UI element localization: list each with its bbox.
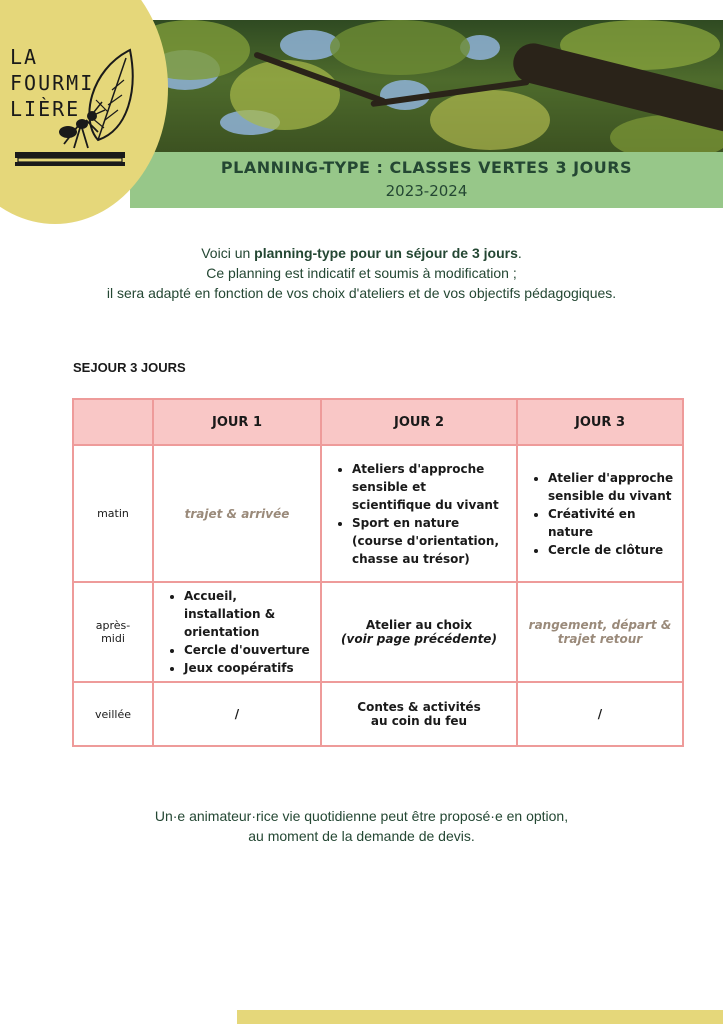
table-row-veillee — [73, 682, 683, 746]
table-row-matin — [73, 445, 683, 582]
row-label-line: après- — [95, 619, 131, 632]
banner-photo — [130, 20, 723, 152]
cell-text: rangement, départ & — [528, 618, 672, 632]
cell-veillee-jour-2 — [321, 682, 517, 746]
section-heading: SEJOUR 3 JOURS — [73, 360, 186, 375]
intro-text-prefix: Voici un — [201, 245, 255, 261]
cell-apres-midi-jour-3 — [517, 582, 683, 682]
cell-text: trajet retour — [557, 632, 643, 646]
row-label-apres-midi — [73, 582, 153, 682]
header-jour-1: JOUR 1 — [153, 399, 321, 445]
row-label-veillee: veillée — [73, 682, 153, 746]
page-subtitle: 2023-2024 — [385, 182, 468, 200]
intro-line: Ce planning est indicatif et soumis à modification ; — [206, 265, 517, 281]
table-row-apres-midi — [73, 582, 683, 682]
row-label-matin: matin — [73, 445, 153, 582]
ant-leaf-book-icon — [10, 40, 140, 180]
row-label-line: midi — [101, 632, 125, 645]
cell-veillee-jour-1: / — [153, 682, 321, 746]
cell-apres-midi-jour-2 — [321, 582, 517, 682]
title-bar — [130, 152, 723, 208]
planning-table — [72, 398, 684, 747]
list-item: • Créativité en nature — [548, 505, 674, 541]
cell-matin-jour-3 — [517, 445, 683, 582]
list-item: • Atelier d'approche sensible du vivant — [548, 469, 674, 505]
cell-text: (voir page précédente) — [341, 632, 497, 646]
list-item: • Cercle d'ouverture — [184, 641, 312, 659]
header-jour-2: JOUR 2 — [321, 399, 517, 445]
list-item: • Sport en nature (course d'orientation, chasse au trésor) — [352, 514, 508, 568]
table-header-row — [73, 399, 683, 445]
cell-matin-jour-2 — [321, 445, 517, 582]
list-item: • Ateliers d'approche sensible et scientifique du vivant — [352, 460, 508, 514]
intro-text — [0, 243, 723, 303]
cell-text: trajet & arrivée — [184, 506, 290, 521]
table-corner-cell — [73, 399, 153, 445]
list-item: • Jeux coopératifs — [184, 659, 312, 677]
cell-text: au coin du feu — [370, 714, 468, 728]
intro-highlight: planning-type pour un séjour de 3 jours — [254, 245, 518, 261]
list-item: • Accueil, installation & orientation — [184, 587, 312, 641]
logo-line: FOURMI — [10, 71, 95, 95]
cell-veillee-jour-3: / — [517, 682, 683, 746]
logo-line: LIÈRE — [10, 97, 81, 121]
footer-note — [0, 806, 723, 846]
logo-line: LA — [10, 45, 39, 69]
footer-line: Un·e animateur·rice vie quotidienne peut être proposé·e en option, — [154, 808, 569, 824]
header-jour-3: JOUR 3 — [517, 399, 683, 445]
footer-line: au moment de la demande de devis. — [248, 828, 475, 844]
intro-text-suffix: . — [517, 245, 522, 261]
cell-apres-midi-jour-1 — [153, 582, 321, 682]
page-title: PLANNING-TYPE : CLASSES VERTES 3 JOURS — [220, 158, 633, 177]
cell-matin-jour-1 — [153, 445, 321, 582]
intro-line: il sera adapté en fonction de vos choix d'ateliers et de vos objectifs pédagogiques. — [106, 285, 617, 301]
cell-text: Contes & activités — [357, 700, 481, 714]
cell-text: Atelier au choix — [365, 618, 473, 632]
list-item: • Cercle de clôture — [548, 541, 674, 559]
bottom-decor-bar — [237, 1010, 723, 1024]
